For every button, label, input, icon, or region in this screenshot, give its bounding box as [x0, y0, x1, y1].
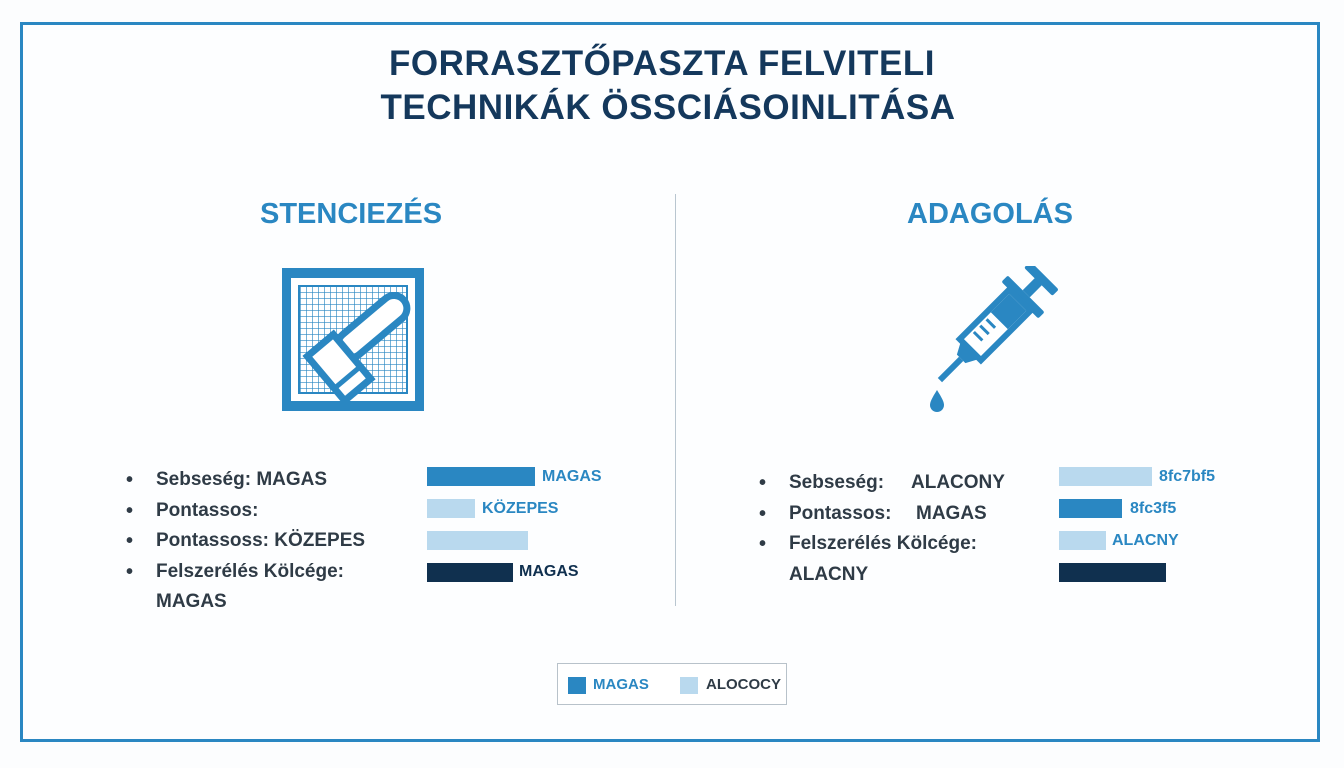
legend-swatch-low: [680, 677, 698, 694]
list-item: • Pontassos:: [126, 500, 259, 522]
legend-label-high: MAGAS: [593, 676, 649, 693]
page-title-line-2: TECHNIKÁK ÖSSCIÁSOINLITÁSA: [380, 88, 956, 127]
rating-bar-label: 8fc3f5: [1130, 500, 1177, 517]
list-item: • Sebseség:: [759, 472, 885, 494]
legend-label-low: ALOCOCY: [706, 676, 781, 693]
rating-bar: [1059, 499, 1122, 518]
rating-bar: [1059, 563, 1166, 582]
rating-bar-label: MAGAS: [542, 468, 602, 485]
rating-bar: [1059, 531, 1106, 550]
rating-bar-label: ALACNY: [1112, 532, 1179, 549]
list-item: • Pontassos:: [759, 503, 892, 525]
legend: [557, 663, 787, 705]
legend-swatch-high: [568, 677, 586, 694]
stencil-squeegee-icon: [282, 268, 426, 417]
list-item: • Sebseség: MAGAS: [126, 469, 328, 491]
rating-bar-label: 8fc7bf5: [1159, 468, 1216, 485]
rating-bar: [427, 467, 535, 486]
rating-bar: [1059, 467, 1152, 486]
stenciling-heading: STENCIEZÉS: [260, 198, 443, 230]
column-divider: [675, 194, 676, 606]
list-item-continuation: ALACNY: [789, 564, 869, 585]
rating-bar: [427, 563, 513, 582]
list-item-value: ALACONY: [911, 472, 1005, 493]
syringe-dispenser-icon: [918, 266, 1060, 421]
page-title-line-1: FORRASZTŐPASZTA FELVITELI: [389, 44, 935, 83]
list-item-value: MAGAS: [916, 503, 987, 524]
list-item: • Pontassoss: KÖZEPES: [126, 530, 366, 552]
list-item: • Felszerélés Kölcége:: [759, 533, 977, 555]
infographic-frame: [20, 22, 1320, 742]
list-item-continuation: MAGAS: [156, 591, 227, 612]
list-item: • Felszerélés Kölcége:: [126, 561, 344, 583]
rating-bar: [427, 531, 528, 550]
rating-bar-label: KÖZEPES: [482, 500, 559, 517]
rating-bar: [427, 499, 475, 518]
rating-bar-label: MAGAS: [519, 563, 579, 580]
dispensing-heading: ADAGOLÁS: [907, 198, 1073, 230]
